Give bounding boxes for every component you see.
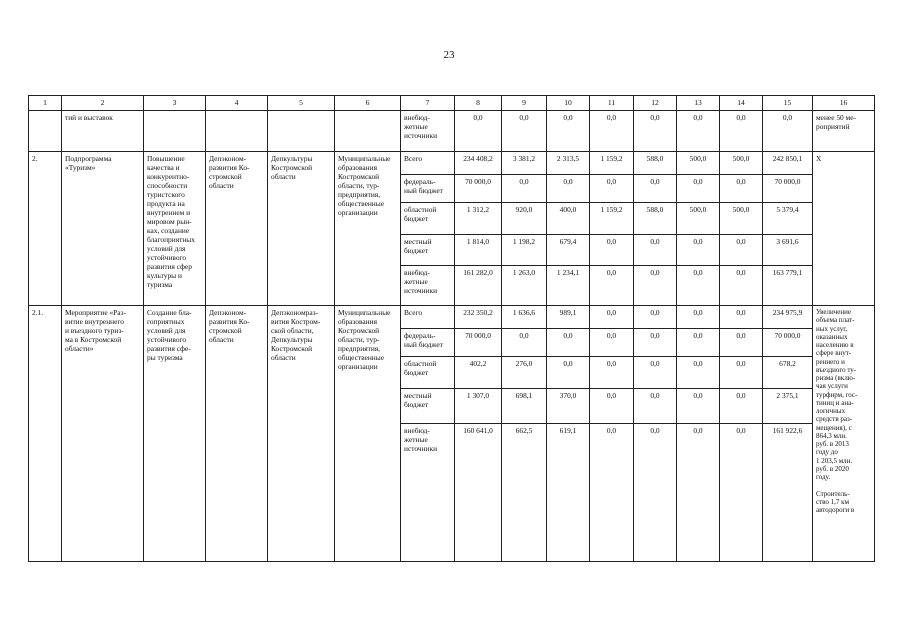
value-cell: 0,0 [634, 306, 677, 329]
value-cell: 0,0 [763, 111, 813, 152]
source-cell: внебюд- жетные источники [401, 111, 455, 152]
col-header: 12 [634, 96, 677, 111]
value-cell: 1 263,0 [502, 266, 547, 306]
value-cell: 0,0 [590, 306, 634, 329]
value-cell: 276,0 [502, 357, 547, 389]
participants-cell: Муниципальные образования Костромской области, тур- предприятия, общественные организации [335, 306, 401, 562]
executor-cell [268, 111, 335, 152]
value-cell: 70 000,0 [455, 329, 502, 357]
value-cell: 588,0 [634, 152, 677, 175]
value-cell: 0,0 [590, 389, 634, 424]
source-cell: областной бюджет [401, 203, 455, 235]
value-cell: 0,0 [590, 357, 634, 389]
source-cell: внебюд- жетные источники [401, 266, 455, 306]
value-cell: 242 850,1 [763, 152, 813, 175]
result-cell: менее 50 ме- роприятий [813, 111, 875, 152]
row-number-cell: 2.1. [29, 306, 62, 562]
value-cell: 0,0 [677, 389, 720, 424]
name-cell: Мероприятие «Раз- витие внутреннего и въездного туриз- ма в Костромской области» [62, 306, 144, 562]
value-cell: 0,0 [634, 266, 677, 306]
value-cell: 0,0 [677, 306, 720, 329]
value-cell: 370,0 [547, 389, 590, 424]
goal-cell: Повышение качества и конкурентно- способности туристского продукта на внутреннем и мировом рын- ках, создание благоприятных условий для устойчивого развития сфер культуры и туризма [144, 152, 206, 306]
value-cell: 0,0 [547, 175, 590, 203]
col-header: 8 [455, 96, 502, 111]
value-cell: 0,0 [502, 175, 547, 203]
col-header: 5 [268, 96, 335, 111]
value-cell: 0,0 [634, 111, 677, 152]
value-cell: 161 282,0 [455, 266, 502, 306]
value-cell: 500,0 [677, 152, 720, 175]
value-cell: 70 000,0 [455, 175, 502, 203]
col-header: 15 [763, 96, 813, 111]
value-cell: 588,0 [634, 203, 677, 235]
value-cell: 3 691,6 [763, 235, 813, 266]
col-header: 11 [590, 96, 634, 111]
executor-cell: Депкультуры Костромской области [268, 152, 335, 306]
value-cell: 0,0 [502, 329, 547, 357]
col-header: 9 [502, 96, 547, 111]
value-cell: 698,1 [502, 389, 547, 424]
value-cell: 1 234,1 [547, 266, 590, 306]
value-cell: 0,0 [720, 306, 763, 329]
value-cell: 1 159,2 [590, 152, 634, 175]
value-cell: 1 307,0 [455, 389, 502, 424]
value-cell: 0,0 [547, 329, 590, 357]
value-cell: 1 636,6 [502, 306, 547, 329]
value-cell: 234 408,2 [455, 152, 502, 175]
name-cell: тий и выставок [62, 111, 144, 152]
value-cell: 920,0 [502, 203, 547, 235]
value-cell: 0,0 [455, 111, 502, 152]
table-row [29, 152, 875, 175]
page-number: 23 [443, 49, 455, 61]
value-cell: 232 350,2 [455, 306, 502, 329]
value-cell: 0,0 [634, 357, 677, 389]
value-cell: 0,0 [547, 357, 590, 389]
value-cell: 1 198,2 [502, 235, 547, 266]
value-cell: 0,0 [720, 357, 763, 389]
value-cell: 0,0 [590, 175, 634, 203]
col-header: 13 [677, 96, 720, 111]
value-cell: 0,0 [677, 235, 720, 266]
value-cell: 0,0 [677, 175, 720, 203]
participants-cell [335, 111, 401, 152]
value-cell: 402,2 [455, 357, 502, 389]
col-header: 1 [29, 96, 62, 111]
col-header: 7 [401, 96, 455, 111]
value-cell: 0,0 [677, 266, 720, 306]
source-cell: федераль- ный бюджет [401, 175, 455, 203]
value-cell: 160 641,0 [455, 424, 502, 562]
value-cell: 0,0 [634, 329, 677, 357]
source-cell: местный бюджет [401, 389, 455, 424]
value-cell: 679,4 [547, 235, 590, 266]
value-cell: 1 814,0 [455, 235, 502, 266]
coordinator-cell: Депэконом- развития Ко- стромской области [206, 306, 268, 562]
value-cell: 0,0 [634, 175, 677, 203]
value-cell: 161 922,6 [763, 424, 813, 562]
program-table [28, 95, 875, 562]
col-header: 3 [144, 96, 206, 111]
row-number-cell [29, 111, 62, 152]
source-cell: Всего [401, 306, 455, 329]
value-cell: 0,0 [590, 424, 634, 562]
source-cell: внебюд- жетные источники [401, 424, 455, 562]
value-cell: 0,0 [720, 266, 763, 306]
goal-cell [144, 111, 206, 152]
value-cell: 70 000,0 [763, 329, 813, 357]
coordinator-cell: Депэконом- развития Ко- стромской области [206, 152, 268, 306]
value-cell: 0,0 [720, 424, 763, 562]
participants-cell: Муниципальные образования Костромской области, тур- предприятия, общественные организации [335, 152, 401, 306]
value-cell: 0,0 [590, 235, 634, 266]
value-cell: 0,0 [677, 424, 720, 562]
value-cell: 662,5 [502, 424, 547, 562]
source-cell: областной бюджет [401, 357, 455, 389]
table-row [29, 306, 875, 329]
table-row [29, 111, 875, 152]
value-cell: 0,0 [547, 111, 590, 152]
value-cell: 1 159,2 [590, 203, 634, 235]
value-cell: 0,0 [720, 235, 763, 266]
source-cell: федераль- ный бюджет [401, 329, 455, 357]
source-cell: Всего [401, 152, 455, 175]
row-number-cell: 2. [29, 152, 62, 306]
value-cell: 0,0 [677, 329, 720, 357]
value-cell: 0,0 [677, 111, 720, 152]
col-header: 2 [62, 96, 144, 111]
value-cell: 2 375,1 [763, 389, 813, 424]
value-cell: 3 381,2 [502, 152, 547, 175]
goal-cell: Создание бла- гоприятных условий для устойчивого развития сфе- ры туризма [144, 306, 206, 562]
value-cell: 989,1 [547, 306, 590, 329]
value-cell: 0,0 [677, 357, 720, 389]
coordinator-cell [206, 111, 268, 152]
value-cell: 2 313,5 [547, 152, 590, 175]
source-cell: местный бюджет [401, 235, 455, 266]
value-cell: 163 779,1 [763, 266, 813, 306]
value-cell: 500,0 [677, 203, 720, 235]
column-number-row [29, 96, 875, 111]
value-cell: 70 000,0 [763, 175, 813, 203]
value-cell: 5 379,4 [763, 203, 813, 235]
value-cell: 0,0 [720, 389, 763, 424]
executor-cell: Депэкономраз- вития Костром- ской области, Депкультуры Костромской области [268, 306, 335, 562]
value-cell: 0,0 [590, 329, 634, 357]
value-cell: 0,0 [634, 424, 677, 562]
value-cell: 0,0 [590, 266, 634, 306]
col-header: 16 [813, 96, 875, 111]
value-cell: 1 312,2 [455, 203, 502, 235]
col-header: 10 [547, 96, 590, 111]
value-cell: 0,0 [590, 111, 634, 152]
name-cell: Подпрограмма «Туризм» [62, 152, 144, 306]
col-header: 6 [335, 96, 401, 111]
col-header: 4 [206, 96, 268, 111]
value-cell: 0,0 [634, 235, 677, 266]
value-cell: 678,2 [763, 357, 813, 389]
value-cell: 234 975,9 [763, 306, 813, 329]
value-cell: 500,0 [720, 152, 763, 175]
value-cell: 400,0 [547, 203, 590, 235]
col-header: 14 [720, 96, 763, 111]
result-cell: Увеличение объема плат- ных услуг, оказанных населению в сфере внут- реннего и въездного ту- ризма (вклю- чая услуги турфирм, гос- тиниц и ана- логичных средств раз- мещения), с 864,3 млн. руб. в 2013 году до 1 203,5 млн. руб. в 2020 году. Строитель- ство 1,7 км автодороги в [813, 306, 875, 562]
result-cell: Х [813, 152, 875, 306]
value-cell: 0,0 [634, 389, 677, 424]
value-cell: 619,1 [547, 424, 590, 562]
value-cell: 0,0 [502, 111, 547, 152]
value-cell: 0,0 [720, 329, 763, 357]
value-cell: 0,0 [720, 175, 763, 203]
value-cell: 0,0 [720, 111, 763, 152]
value-cell: 500,0 [720, 203, 763, 235]
